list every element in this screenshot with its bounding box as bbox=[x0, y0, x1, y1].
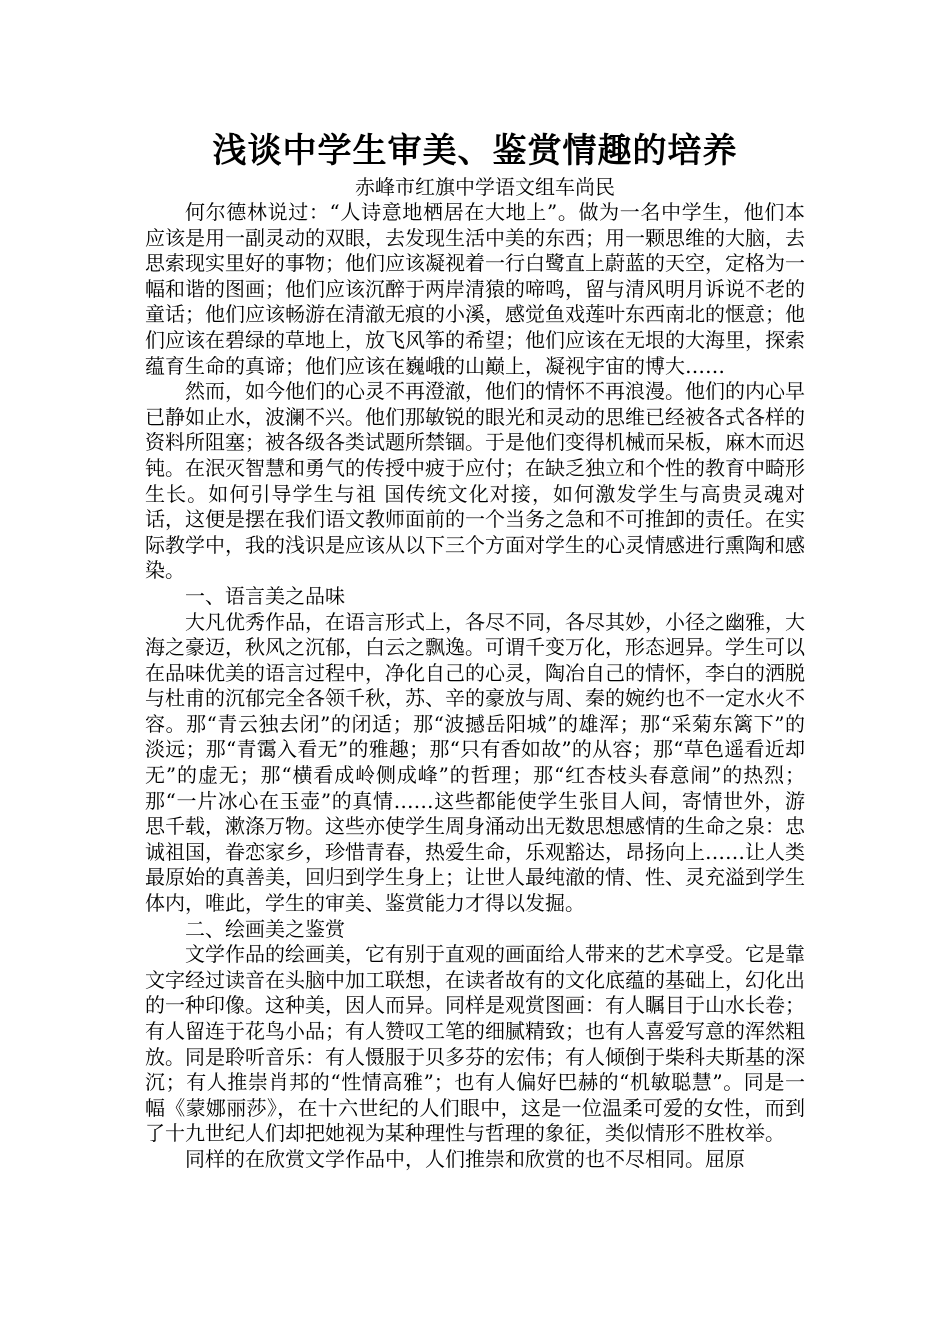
paragraph-problem: 然而，如今他们的心灵不再澄澈，他们的情怀不再浪漫。他们的内心早已静如止水，波澜不兴。他们那敏锐的眼光和灵动的思维已经被各式各样的资料所阻塞；被各级各类试题所禁锢。于是他们变得机械而呆板，麻木而迟钝。在泯灭智慧和勇气的传授中疲于应付；在缺乏独立和个性的教育中畸形生长。如何引导学生与祖 国传统文化对接，如何激发学生与高贵灵魂对话，这便是摆在我们语文教师面前的一个当务之急和不可推卸的责任。在实际教学中，我的浅识是应该从以下三个方面对学生的心灵情感进行熏陶和感染。 bbox=[145, 379, 805, 583]
document-page bbox=[145, 128, 805, 1173]
paragraph-painting: 文学作品的绘画美，它有别于直观的画面给人带来的艺术享受。它是靠文字经过读音在头脑中加工联想，在读者故有的文化底蕴的基础上，幻化出的一种印像。这种美，因人而异。同样是观赏图画：有人瞩目于山水长卷；有人留连于花鸟小品；有人赞叹工笔的细腻精致；也有人喜爱写意的浑然粗放。同是聆听音乐：有人慑服于贝多芬的宏伟；有人倾倒于柴科夫斯基的深沉；有人推崇肖邦的“性情高雅”；也有人偏好巴赫的“机敏聪慧”。同是一幅《蒙娜丽莎》，在十六世纪的人们眼中，这是一位温柔可爱的女性，而到了十九世纪人们却把她视为某种理性与哲理的象征，类似情形不胜枚举。 bbox=[145, 942, 805, 1146]
document-title: 浅谈中学生审美、鉴赏情趣的培养 bbox=[212, 131, 738, 171]
paragraph-language: 大凡优秀作品，在语言形式上，各尽不同，各尽其妙，小径之幽雅，大海之豪迈，秋风之沉郁，白云之飘逸。可谓千变万化，形态迥异。学生可以在品味优美的语言过程中，净化自己的心灵，陶冶自己的情怀，李白的洒脱与杜甫的沉郁完全各领千秋，苏、辛的豪放与周、秦的婉约也不一定水火不容。那“青云独去闭”的闭适；那“波撼岳阳城”的雄浑；那“采菊东篱下”的淡远；那“青霭入看无”的雅趣；那“只有香如故”的从容；那“草色遥看近却无”的虚无；那“横看成岭侧成峰”的哲理；那“红杏枝头春意闹”的热烈；那“一片冰心在玉壶”的真情……这些都能使学生张目人间，寄情世外，游思千载，漱涤万物。这些亦使学生周身涌动出无数思想感情的生命之泉：忠诚祖国，眷恋家乡，珍惜青春，热爱生命，乐观豁达，昂扬向上……让人类最原始的真善美，回归到学生身上；让世人最纯澈的情、性、灵充溢到学生体内，唯此，学生的审美、鉴赏能力才得以发掘。 bbox=[145, 609, 805, 916]
section-heading-painting: 二、绘画美之鉴赏 bbox=[185, 916, 345, 941]
paragraph-intro: 何尔德林说过：“人诗意地栖居在大地上”。做为一名中学生，他们本应该是用一副灵动的双眼，去发现生活中美的东西；用一颗思维的大脑，去思索现实里好的事物；他们应该凝视着一行白鹭直上蔚蓝的天空，定格为一幅和谐的图画；他们应该沉醉于两岸清猿的啼鸣，留与清风明月诉说不老的童话；他们应该畅游在清澈无痕的小溪，感觉鱼戏莲叶东西南北的惬意；他们应该在碧绿的草地上，放飞风筝的希望；他们应该在无垠的大海里，探索蕴育生命的真谛；他们应该在巍峨的山巅上，凝视宇宙的博大…… bbox=[145, 200, 805, 378]
paragraph-continued: 同样的在欣赏文学作品中，人们推崇和欣赏的也不尽相同。屈原 bbox=[185, 1146, 745, 1171]
document-author: 赤峰市红旗中学语文组车尚民 bbox=[355, 175, 615, 199]
section-heading-language: 一、语言美之品味 bbox=[185, 583, 345, 608]
